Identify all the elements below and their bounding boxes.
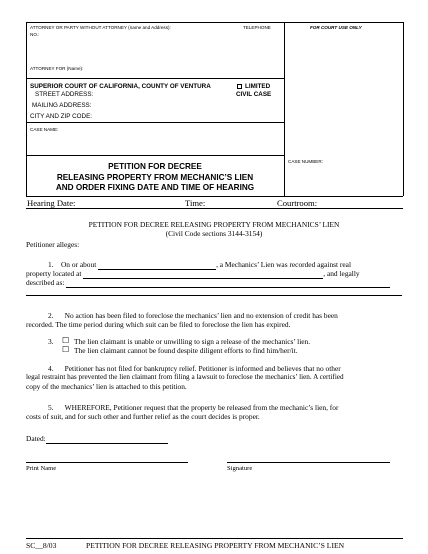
p2-text-1: No action has been filed to foreclose the mechanics’ lien and no extension of credit has been [64,311,338,320]
p2-text-2: recorded. The time period during which suit can be filed to foreclose the lien has expired. [26,320,291,329]
print-name-label: Print Name [26,465,57,472]
attorney-label: ATTORNEY OR PARTY WITHOUT ATTORNEY (name and Address): [30,25,171,30]
intro-text: Petitioner alleges: [26,240,80,249]
p4-text-1: Petitioner has not filed for bankruptcy relief. Petitioner is informed and believes that no other [64,364,341,373]
civil-case-label: CIVIL CASE [236,91,272,98]
p2-number: 2. [48,311,54,320]
p4-text-2: legal restraint has prevented the lien claimant from filing a lawsuit to foreclose the mechanics’ lien. A certified [26,373,344,381]
p1-legally: , and legally [323,269,360,278]
p1-on-or-about: On or about [60,260,97,269]
form-title-line2: RELEASING PROPERTY FROM MECHANIC’S LIEN [56,172,254,182]
court-name: SUPERIOR COURT OF CALIFORNIA, COUNTY OF VENTURA [30,83,211,90]
p4-number: 4. [48,364,54,373]
hearing-rule [26,208,403,209]
time-label: Time: [185,198,206,208]
dated-field[interactable] [46,435,168,444]
hearing-date-label: Hearing Date: [27,198,76,208]
case-name-label: CASE NAME: [30,127,59,132]
legal-description-field-line2[interactable] [26,295,402,296]
no-label: NO.: [30,32,40,37]
court-use-label: FOR COURT USE ONLY [310,25,362,30]
footer-form-id: SC__8/03 [26,541,57,550]
p1-recorded-text: , a Mechanics’ Lien was recorded against real [216,260,351,269]
footer-rule [26,538,403,539]
p3-option-1: The lien claimant is unable or unwilling to sign a release of the mechanics’ lien. [74,337,311,346]
street-address-label: STREET ADDRESS: [35,91,94,98]
option-1-checkbox[interactable]: ☐ [62,336,70,345]
print-name-line[interactable] [26,462,188,463]
case-number-label: CASE NUMBER: [288,159,323,164]
petition-heading: PETITION FOR DECREE RELEASING PROPERTY FROM MECHANICS’ LIEN [88,220,340,229]
p4-text-3: copy of the mechanics’ lien is attached to this petition. [26,382,187,391]
mailing-address-label: MAILING ADDRESS: [32,102,92,109]
courtroom-label: Courtroom: [277,198,318,208]
legal-description-field[interactable] [66,279,390,288]
footer-form-title: PETITION FOR DECREE RELEASING PROPERTY FROM MECHANIC’S LIEN [86,541,345,550]
p5-text-1: WHEREFORE, Petitioner request that the property be released from the mechanic’s lien, for [64,403,339,412]
p5-text-2: costs of suit, and for such other and further relief as the court decides is proper. [26,412,260,421]
option-2-checkbox[interactable]: ☐ [62,345,70,354]
p1-number: 1. [48,260,54,269]
form-title-line1: PETITION FOR DECREE [108,162,202,171]
p1-property-located: property located at [26,269,82,278]
petition-subheading: (Civil Code sections 3144-3154) [165,229,263,238]
attorney-for-label: ATTORNEY FOR (Name): [30,66,84,71]
p3-option-2: The lien claimant cannot be found despite diligent efforts to find him/her/it. [74,346,298,355]
p5-number: 5. [48,403,54,412]
paragraph-1-line3 [26,278,390,288]
limited-case-label: LIMITED [245,83,271,90]
signature-label: Signature [227,465,253,472]
p1-described-as: described as: [26,278,65,287]
form-title-line3: AND ORDER FIXING DATE AND TIME OF HEARING [55,183,255,192]
telephone-label: TELEPHONE [243,25,271,30]
city-zip-label: CITY AND ZIP CODE: [30,113,93,120]
form-title [26,162,284,194]
signature-line[interactable] [227,462,390,463]
limited-case-checkbox[interactable] [237,84,242,89]
p3-number: 3. [48,337,54,346]
dated-label: Dated: [26,434,46,443]
dated-row [26,434,168,444]
